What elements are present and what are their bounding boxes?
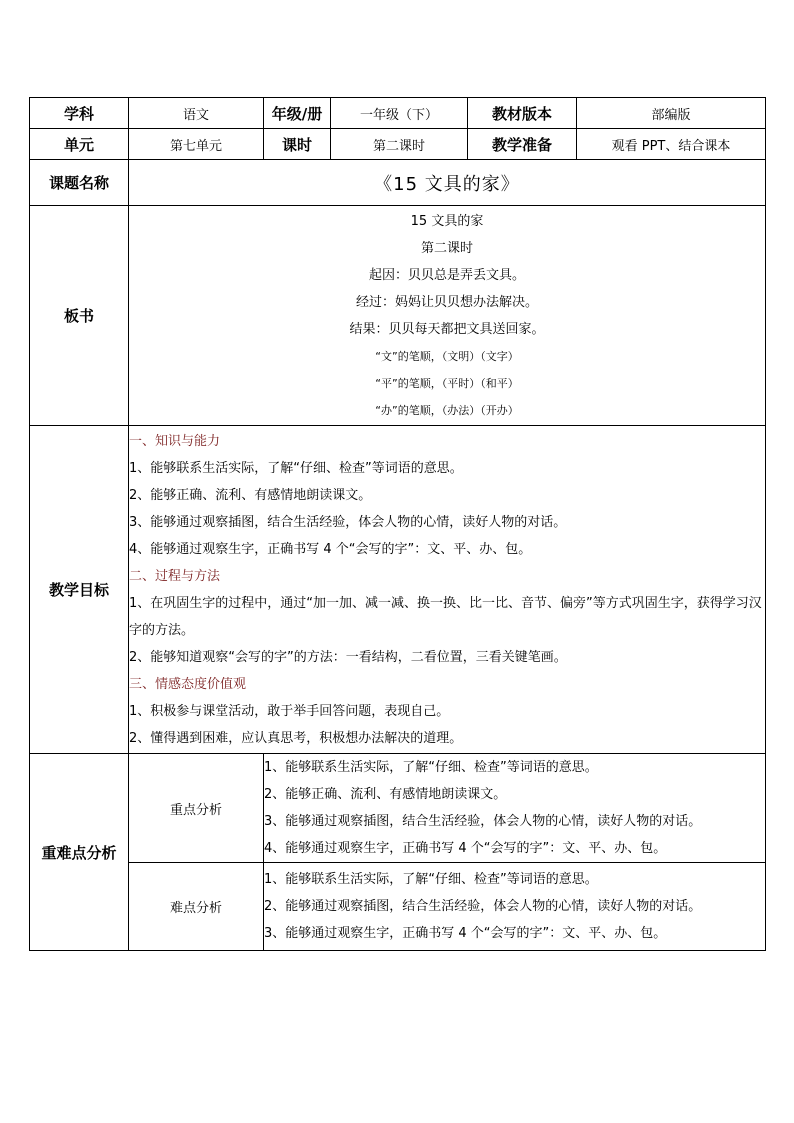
board-stroke-line: “办”的笔顺，（办法）（开办）	[375, 403, 519, 417]
board-stroke-line: “文”的笔顺，（文明）（文字）	[375, 349, 519, 363]
prep-value: 观看 PPT、结合课本	[577, 129, 766, 160]
prep-label: 教学准备	[468, 129, 577, 160]
lesson-title-label: 课题名称	[30, 160, 129, 206]
lesson-plan-table	[29, 97, 766, 951]
key-point-item: 4、能够通过观察生字，正确书写 4 个“会写的字”：文、平、办、包。	[264, 841, 667, 856]
goals-section-title: 三、情感态度价值观	[129, 676, 247, 692]
subject-row	[30, 98, 766, 129]
goals-section-title: 二、过程与方法	[129, 568, 221, 584]
subject-label: 学科	[30, 98, 129, 129]
goal-item: 1、能够联系生活实际，了解“仔细、检查”等词语的意思。	[129, 460, 463, 476]
grade-value: 一年级（下）	[331, 98, 468, 129]
board-stroke-line: “平”的笔顺，（平时）（和平）	[375, 376, 519, 390]
key-points-row	[30, 754, 766, 863]
difficult-points-list	[264, 863, 766, 951]
analysis-label: 重难点分析	[30, 754, 129, 951]
period-label: 课时	[264, 129, 331, 160]
goal-item: 2、能够正确、流利、有感情地朗读课文。	[129, 487, 372, 503]
goal-item: 1、在巩固生字的过程中，通过“加一加、减一减、换一换、比一比、音节、偏旁”等方式巩固生字，获得学习汉字的方法。	[129, 595, 762, 638]
lesson-title-row	[30, 160, 766, 206]
goals-label: 教学目标	[30, 426, 129, 754]
textbook-value: 部编版	[577, 98, 766, 129]
board-content	[129, 206, 766, 426]
goals-row	[30, 426, 766, 754]
difficult-point-item: 1、能够联系生活实际，了解“仔细、检查”等词语的意思。	[264, 872, 598, 887]
grade-label: 年级/册	[264, 98, 331, 129]
goal-item: 2、懂得遇到困难，应认真思考，积极想办法解决的道理。	[129, 730, 463, 746]
key-points-list	[264, 754, 766, 863]
difficult-points-label: 难点分析	[129, 863, 264, 951]
goal-item: 4、能够通过观察生字，正确书写 4 个“会写的字”：文、平、办、包。	[129, 541, 532, 557]
goals-content	[129, 426, 766, 754]
lesson-title: 《15 文具的家》	[129, 160, 766, 206]
key-point-item: 1、能够联系生活实际，了解“仔细、检查”等词语的意思。	[264, 760, 598, 775]
difficult-point-item: 2、能够通过观察插图，结合生活经验，体会人物的心情，读好人物的对话。	[264, 899, 702, 914]
board-line: 起因：贝贝总是弄丢文具。	[368, 267, 525, 283]
board-line: 结果：贝贝每天都把文具送回家。	[349, 321, 545, 337]
key-point-item: 3、能够通过观察插图，结合生活经验，体会人物的心情，读好人物的对话。	[264, 814, 702, 829]
goals-section-title: 一、知识与能力	[129, 433, 221, 449]
unit-row	[30, 129, 766, 160]
goal-item: 1、积极参与课堂活动，敢于举手回答问题，表现自己。	[129, 703, 450, 719]
subject-value: 语文	[129, 98, 264, 129]
goal-item: 3、能够通过观察插图，结合生活经验，体会人物的心情，读好人物的对话。	[129, 514, 567, 530]
board-row	[30, 206, 766, 426]
unit-label: 单元	[30, 129, 129, 160]
key-points-label: 重点分析	[129, 754, 264, 863]
board-line: 第二课时	[420, 240, 473, 256]
board-label: 板书	[30, 206, 129, 426]
board-line: 15 文具的家	[410, 213, 484, 229]
difficult-point-item: 3、能够通过观察生字，正确书写 4 个“会写的字”：文、平、办、包。	[264, 926, 667, 941]
goal-item: 2、能够知道观察“会写的字”的方法：一看结构，二看位置，三看关键笔画。	[129, 649, 567, 665]
textbook-label: 教材版本	[468, 98, 577, 129]
period-value: 第二课时	[331, 129, 468, 160]
difficult-points-row	[30, 863, 766, 951]
unit-value: 第七单元	[129, 129, 264, 160]
key-point-item: 2、能够正确、流利、有感情地朗读课文。	[264, 787, 507, 802]
board-line: 经过：妈妈让贝贝想办法解决。	[355, 294, 538, 310]
